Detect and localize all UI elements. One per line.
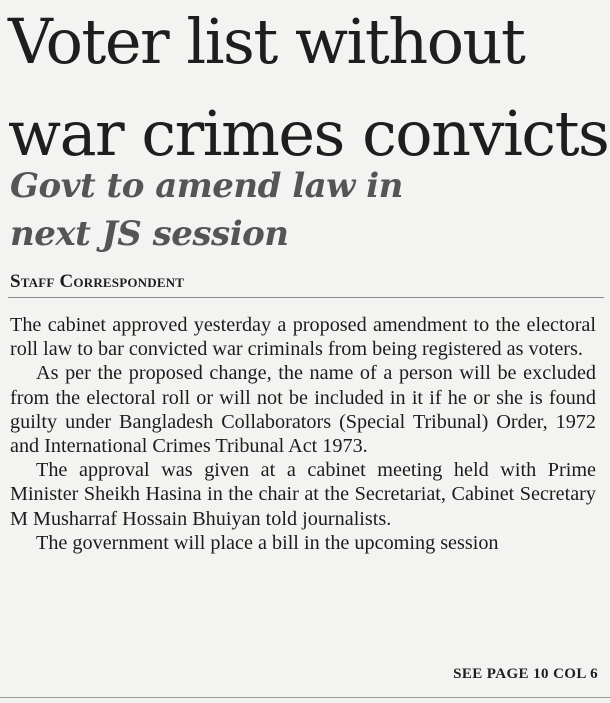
paragraph-2: As per the proposed change, the name of a person will be excluded from the electoral roll or will not be included in it if he or she is found guilty under Bangladesh Collaborators (Special Tribunal) Order, 1972 and International Crimes Tribunal Act 1973. — [10, 362, 596, 458]
subheadline-line-1: Govt to amend law in — [10, 166, 403, 206]
article-body — [10, 313, 596, 555]
subheadline — [10, 162, 600, 258]
continuation-jump: SEE PAGE 10 COL 6 — [453, 666, 598, 682]
paragraph-4: The government will place a bill in the upcoming session — [36, 531, 499, 554]
byline-divider — [8, 297, 604, 298]
headline-line-2: war crimes convicts — [8, 97, 609, 170]
paragraph-1: The cabinet approved yesterday a proposed amendment to the electoral roll law to bar convicted war criminals from being registered as voters. — [10, 314, 596, 361]
headline-line-1: Voter list without — [8, 5, 525, 78]
subheadline-line-2: next JS session — [10, 214, 289, 254]
headline — [8, 0, 608, 180]
byline: Staff Correspondent — [10, 271, 185, 292]
paragraph-3: The approval was given at a cabinet meeting held with Prime Minister Sheikh Hasina in the chair at the Secretariat, Cabinet Secretary M Musharraf Hossain Bhuiyan told journalists. — [10, 459, 596, 530]
bottom-divider — [0, 697, 610, 698]
